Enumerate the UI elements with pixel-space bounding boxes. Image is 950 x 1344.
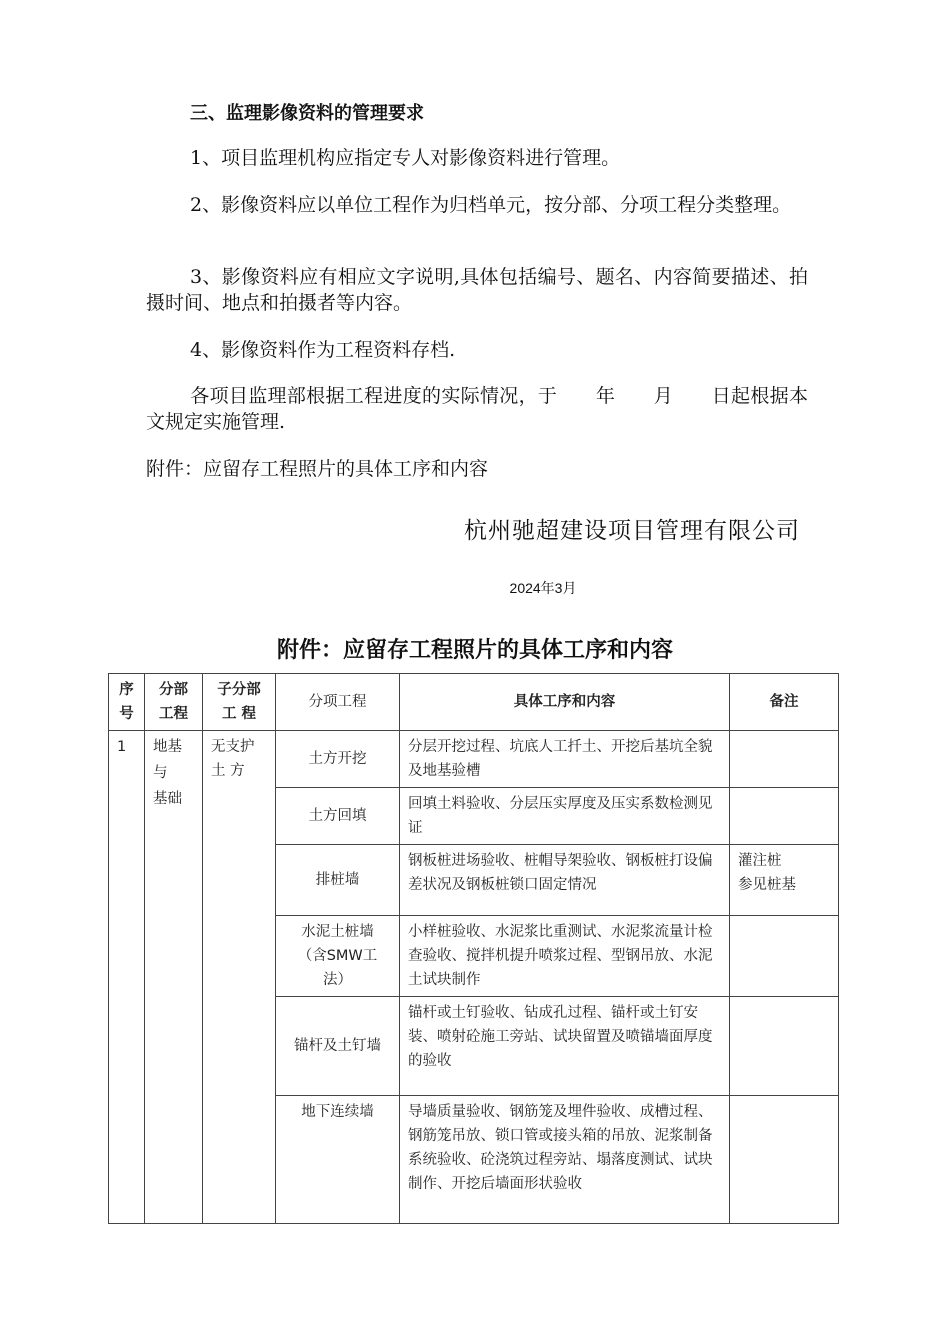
header-no: 序 号 <box>109 674 145 731</box>
remark-cell <box>730 731 839 788</box>
document-date: 2024年3月 <box>509 580 577 596</box>
remark-cell <box>730 997 839 1096</box>
paragraph-1: 1、项目监理机构应指定专人对影像资料进行管理。 <box>190 147 621 169</box>
annex-table <box>108 673 839 1224</box>
paragraph-4: 4、影像资料作为工程资料存档. <box>190 339 456 361</box>
remark-cell <box>730 1096 839 1224</box>
item-cell: 排桩墙 <box>276 845 400 916</box>
item-cell: 锚杆及土钉墙 <box>276 997 400 1096</box>
division-line-3: 基础 <box>153 791 182 807</box>
company-signature: 杭州驰超建设项目管理有限公司 <box>464 518 800 544</box>
item-cell: 地下连续墙 <box>276 1096 400 1224</box>
paragraph-3: 3、影像资料应有相应文字说明,具体包括编号、题名、内容简要描述、拍摄时间、地点和拍摄者等内容。 <box>146 266 808 314</box>
remark-cell <box>730 788 839 845</box>
content-cell: 锚杆或土钉验收、钻成孔过程、锚杆或土钉安装、喷射砼施工旁站、试块留置及喷锚墙面厚度的验收 <box>400 997 730 1096</box>
section-title: 三、监理影像资料的管理要求 <box>190 103 424 124</box>
division-line-2: 与 <box>153 765 168 781</box>
row-number: 1 <box>109 731 145 1224</box>
content-cell: 分层开挖过程、坑底人工扦土、开挖后基坑全貌及地基验槽 <box>400 731 730 788</box>
header-remark: 备注 <box>730 674 839 731</box>
attachment-line: 附件：应留存工程照片的具体工序和内容 <box>146 458 489 480</box>
content-cell: 导墙质量验收、钢筋笼及埋件验收、成槽过程、钢筋笼吊放、锁口管或接头箱的吊放、泥浆制备系统验收、砼浇筑过程旁站、塌落度测试、试块制作、开挖后墙面形状验收 <box>400 1096 730 1224</box>
paragraph-2: 2、影像资料应以单位工程作为归档单元，按分部、分项工程分类整理。 <box>190 194 792 216</box>
division-cell <box>145 731 203 1224</box>
table-header-row <box>109 674 839 731</box>
item-cell: 水泥土桩墙 （含SMW工 法） <box>276 916 400 997</box>
table-row <box>109 731 839 788</box>
item-cell: 土方回填 <box>276 788 400 845</box>
header-subdivision: 子分部 工 程 <box>203 674 276 731</box>
annex-title: 附件：应留存工程照片的具体工序和内容 <box>276 637 673 663</box>
item-cell: 土方开挖 <box>276 731 400 788</box>
content-cell: 钢板桩进场验收、桩帽导架验收、钢板桩打设偏差状况及钢板桩锁口固定情况 <box>400 845 730 916</box>
content-cell: 小样桩验收、水泥浆比重测试、水泥浆流量计检查验收、搅拌机提升喷浆过程、型钢吊放、水泥土试块制作 <box>400 916 730 997</box>
content-cell: 回填土料验收、分层压实厚度及压实系数检测见证 <box>400 788 730 845</box>
header-content: 具体工序和内容 <box>400 674 730 731</box>
remark-cell: 灌注桩 参见桩基 <box>730 845 839 916</box>
subdivision-cell: 无支护 土 方 <box>203 731 276 1224</box>
closing-paragraph: 各项目监理部根据工程进度的实际情况，于 年 月 日起根据本文规定实施管理. <box>146 385 808 433</box>
header-item: 分项工程 <box>276 674 400 731</box>
remark-cell <box>730 916 839 997</box>
header-division: 分部 工程 <box>145 674 203 731</box>
division-line-1: 地基 <box>153 739 182 755</box>
